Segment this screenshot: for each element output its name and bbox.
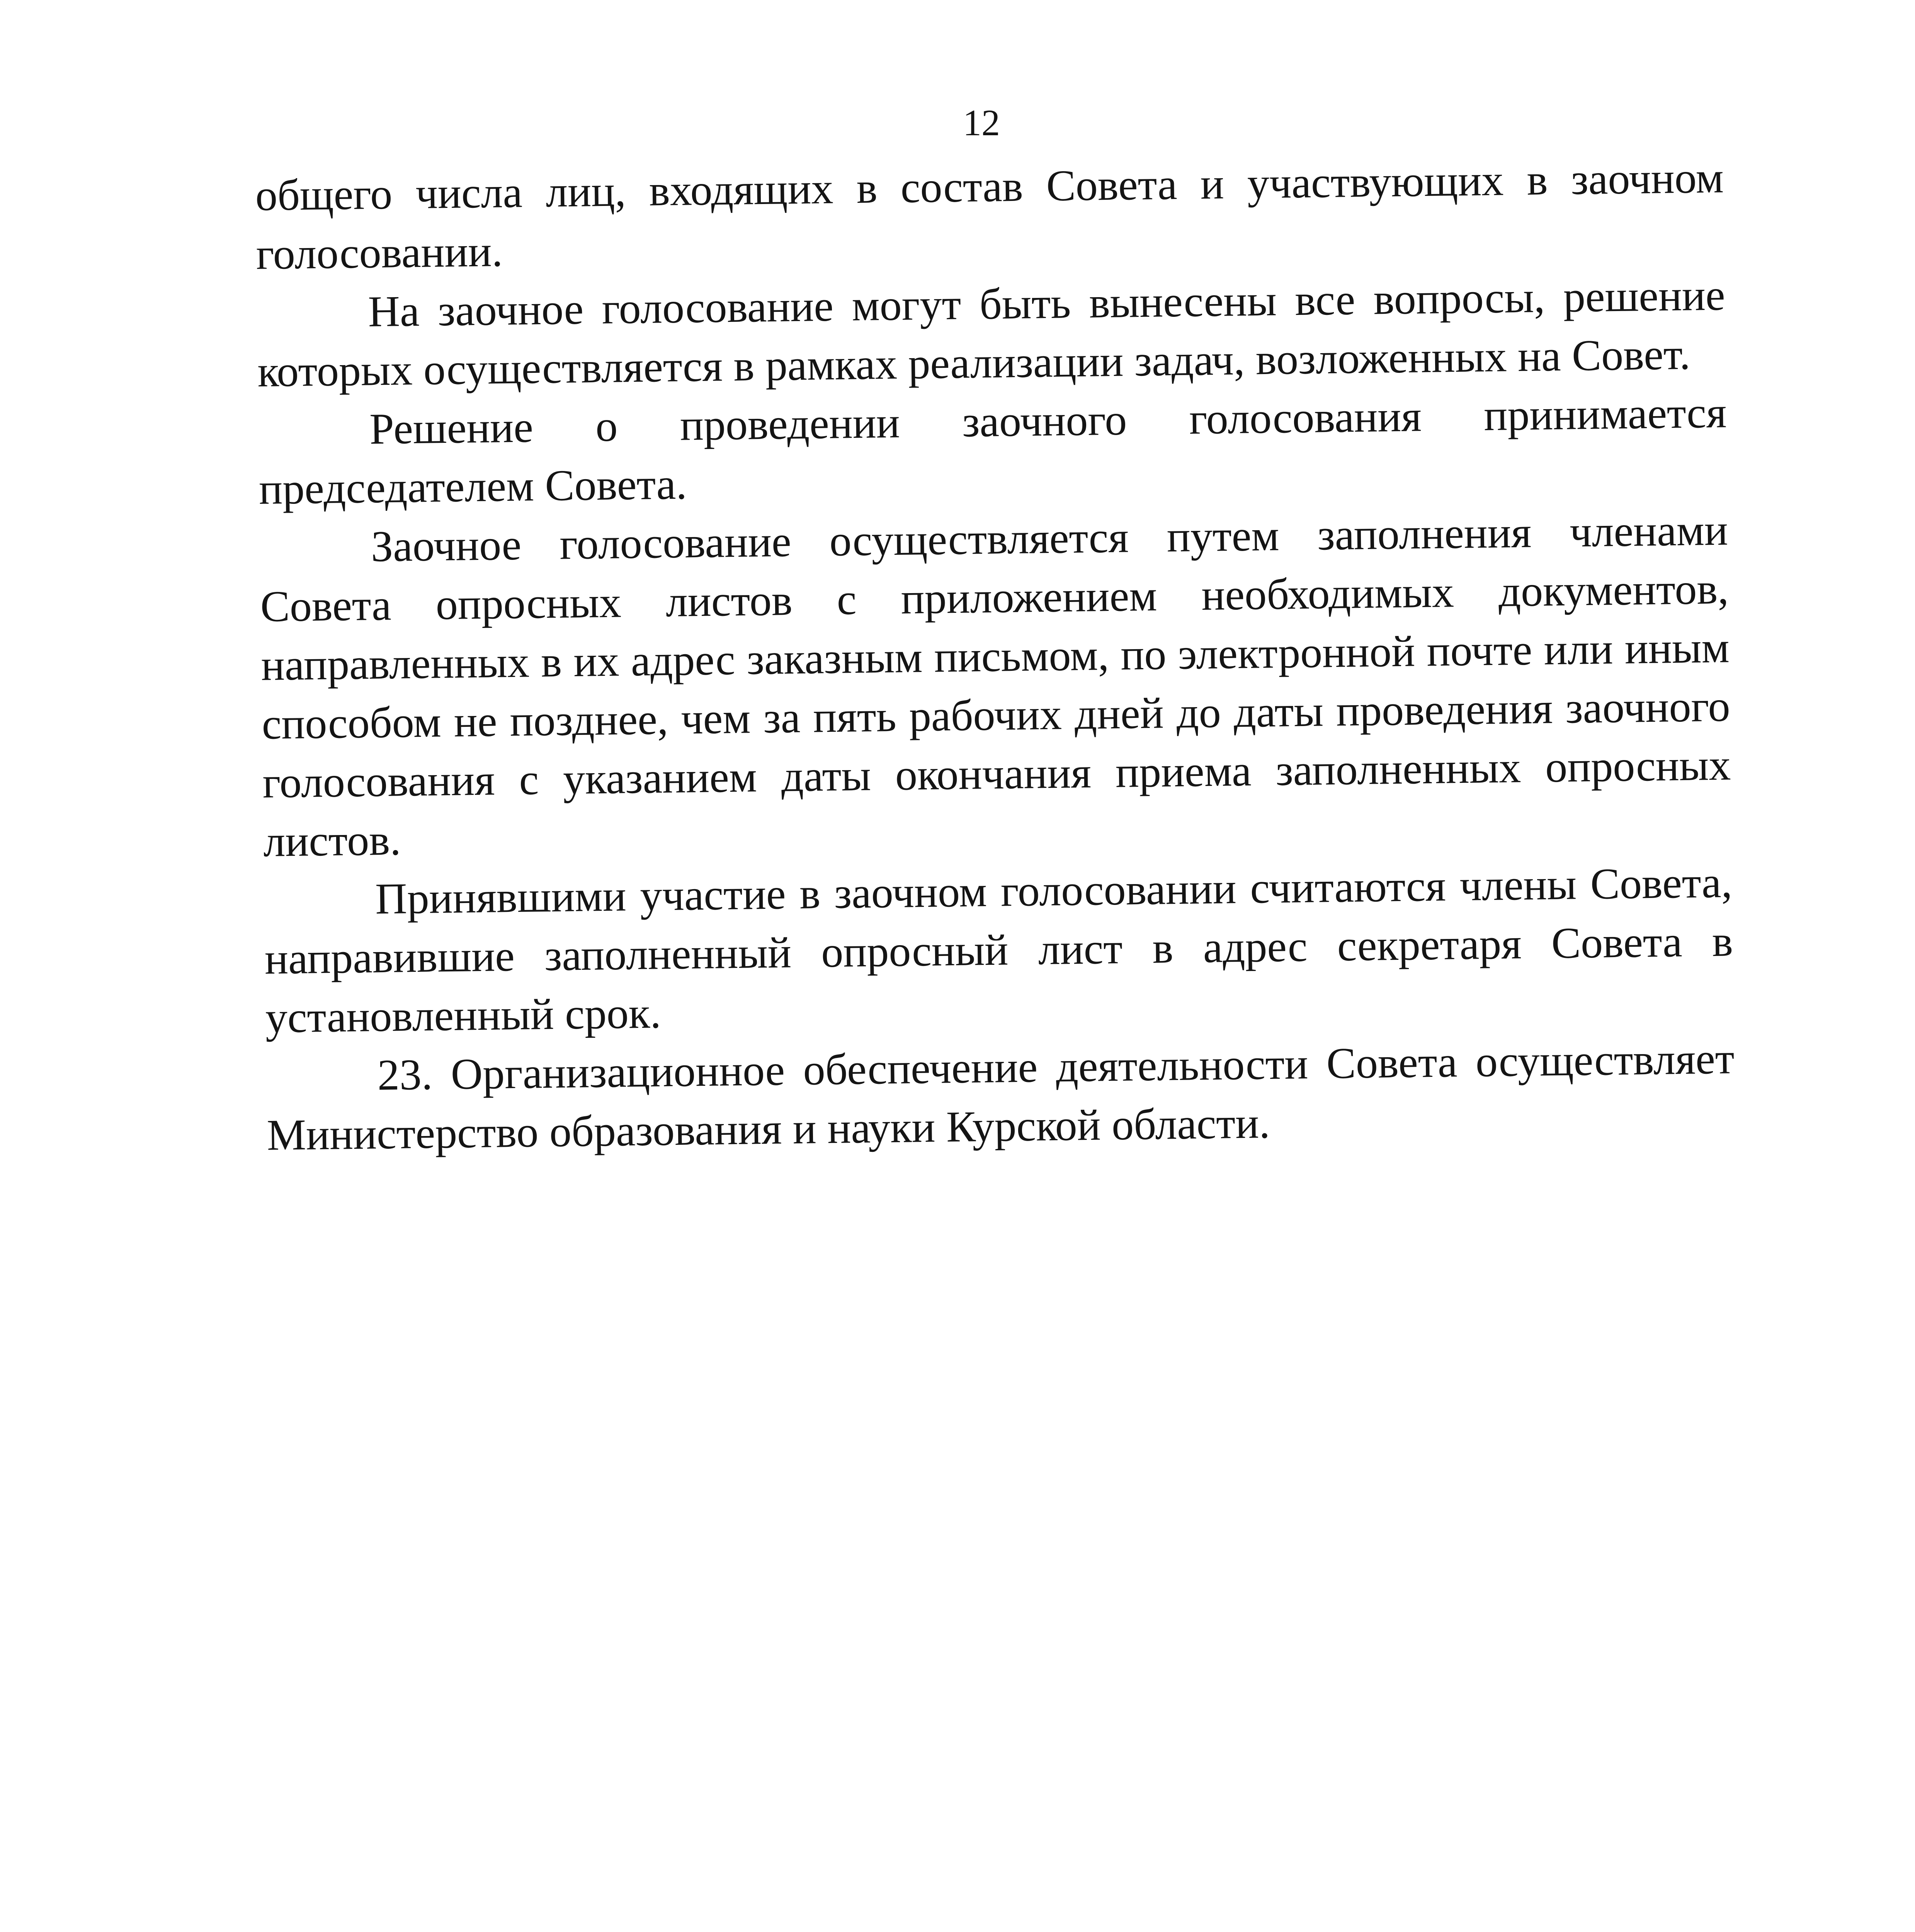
paragraph-decision: Решение о проведении заочного голосования принимается председателем Совета. [259,388,1727,514]
paragraph-participants: Принявшими участие в заочном голосовании считаются члены Совета, направившие заполненный опросный лист в адрес секретаря Совета в установленный срок. [264,857,1733,1042]
paragraph-item-23: 23. Организационное обеспечение деятельности Совета осуществляет Министерство образования и науки Курской области. [266,1034,1735,1160]
paragraph-procedure: Заочное голосование осуществляется путем заполнения членами Совета опросных листов с приложением необходимых документов, направленных в их адрес заказным письмом, по электронной почте или иным способом не позднее, чем за пять рабочих дней до даты проведения заочного голосования с указанием даты окончания приема заполненных опросных листов. [260,505,1731,866]
document-body [255,148,1735,1165]
paragraph-continuation: общего числа лиц, входящих в состав Совета и участвующих в заочном голосовании. [255,153,1724,279]
page-number: 12 [963,102,1000,143]
paragraph-questions: На заочное голосование могут быть вынесены все вопросы, решение которых осуществляется в рамках реализации задач, возложенных на Совет. [257,270,1726,396]
